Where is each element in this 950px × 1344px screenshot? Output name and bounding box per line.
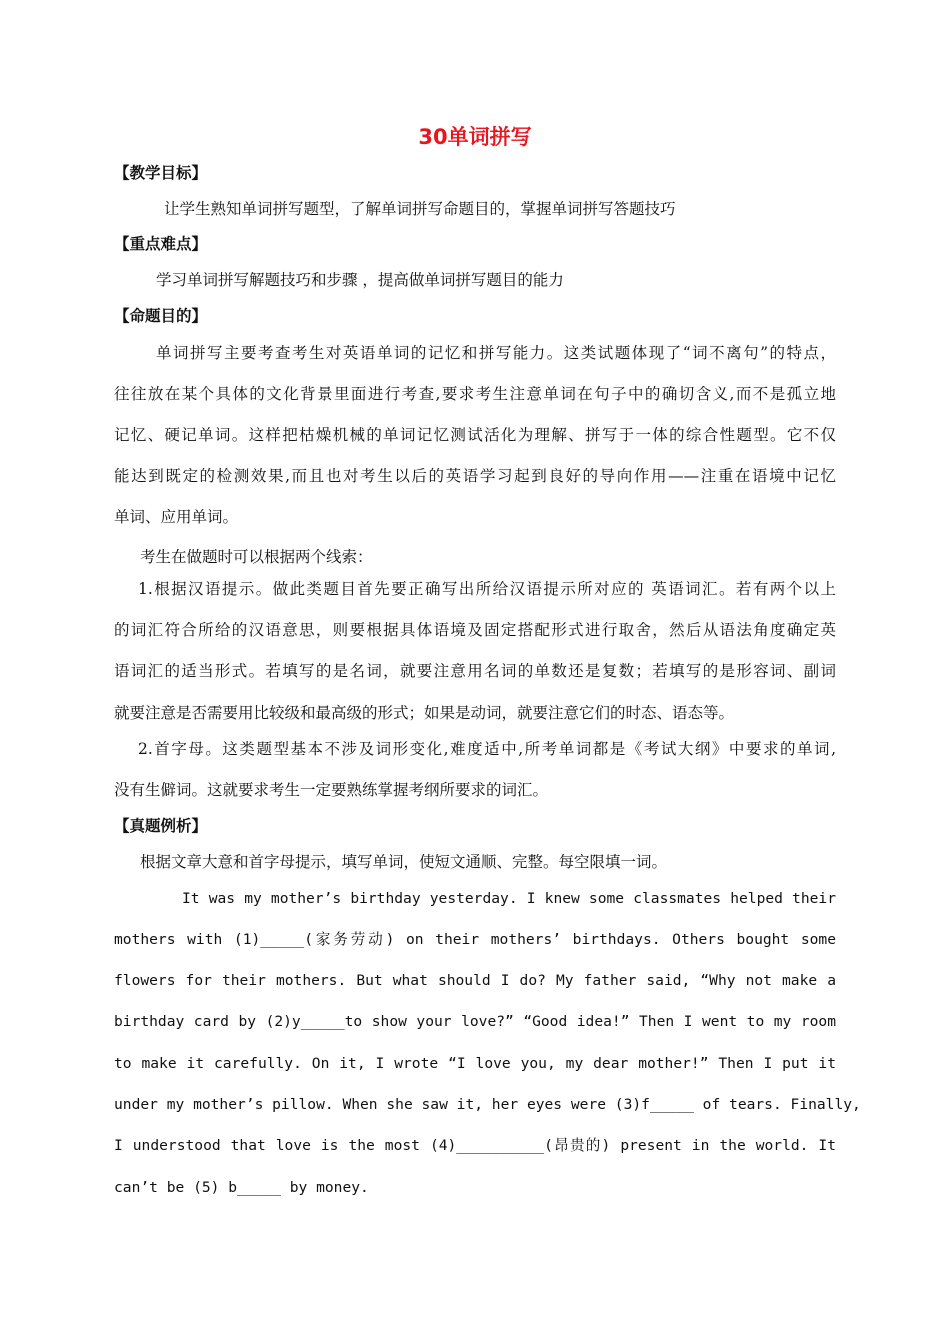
clue2-line: 2.首字母。这类题型基本不涉及词形变化,难度适中,所考单词都是《考试大纲》中要求的单词,: [138, 740, 836, 758]
passage-line: It was my mother’s birthday yesterday. I knew some classmates helped their: [182, 890, 836, 907]
purpose-line: 单词、应用单词。: [114, 508, 239, 526]
purpose-line: 记忆、硬记单词。这样把枯燥机械的单词记忆测试活化为理解、拼写于一体的综合性题型。它不仅: [114, 426, 836, 444]
clue1-line: 1.根据汉语提示。做此类题目首先要正确写出所给汉语提示所对应的 英语词汇。若有两个以上: [138, 580, 836, 598]
clue1-line: 语词汇的适当形式。若填写的是名词，就要注意用名词的单数还是复数；若填写的是形容词、副词: [114, 662, 836, 680]
passage-line: to make it carefully. On it, I wrote “I love you, my dear mother!” Then I put it: [114, 1055, 836, 1072]
purpose-line: 往往放在某个具体的文化背景里面进行考查,要求考生注意单词在句子中的确切含义,而不是孤立地: [114, 385, 836, 403]
clue2-line: 没有生僻词。这就要求考生一定要熟练掌握考纲所要求的词汇。: [114, 781, 549, 799]
teaching-goal-heading: 【教学目标】: [114, 164, 208, 182]
key-points-heading: 【重点难点】: [114, 235, 208, 253]
passage-line: flowers for their mothers. But what should I do? My father said, “Why not make a: [114, 972, 836, 989]
key-points-text: 学习单词拼写解题技巧和步骤 ，提高做单词拼写题目的能力: [156, 271, 564, 289]
passage-line: birthday card by (2)y_____to show your love?” “Good idea!” Then I went to my room: [114, 1013, 836, 1030]
passage-line: under my mother’s pillow. When she saw it, her eyes were (3)f_____ of tears. Finally,: [114, 1096, 861, 1113]
clue1-line: 的词汇符合所给的汉语意思，则要根据具体语境及固定搭配形式进行取舍，然后从语法角度确定英: [114, 621, 836, 639]
passage-line: I understood that love is the most (4)__________(昂贵的) present in the world. It: [114, 1137, 836, 1154]
purpose-heading: 【命题目的】: [114, 307, 208, 325]
example-instruction: 根据文章大意和首字母提示，填写单词，使短文通顺、完整。每空限填一词。: [140, 853, 668, 871]
passage-line: mothers with (1)_____(家务劳动) on their mothers’ birthdays. Others bought some: [114, 931, 836, 948]
purpose-line: 单词拼写主要考查考生对英语单词的记忆和拼写能力。这类试题体现了“词不离句”的特点，: [156, 344, 836, 362]
clue1-line: 就要注意是否需要用比较级和最高级的形式；如果是动词，就要注意它们的时态、语态等。: [114, 704, 735, 722]
purpose-line: 能达到既定的检测效果,而且也对考生以后的英语学习起到良好的导向作用——注重在语境中记忆: [114, 467, 836, 485]
example-heading: 【真题例析】: [114, 817, 208, 835]
passage-line: can’t be (5) b_____ by money.: [114, 1179, 369, 1196]
teaching-goal-text: 让学生熟知单词拼写题型，了解单词拼写命题目的，掌握单词拼写答题技巧: [164, 200, 676, 218]
page-title: 30单词拼写: [418, 125, 532, 149]
clue-intro: 考生在做题时可以根据两个线索：: [140, 548, 373, 566]
